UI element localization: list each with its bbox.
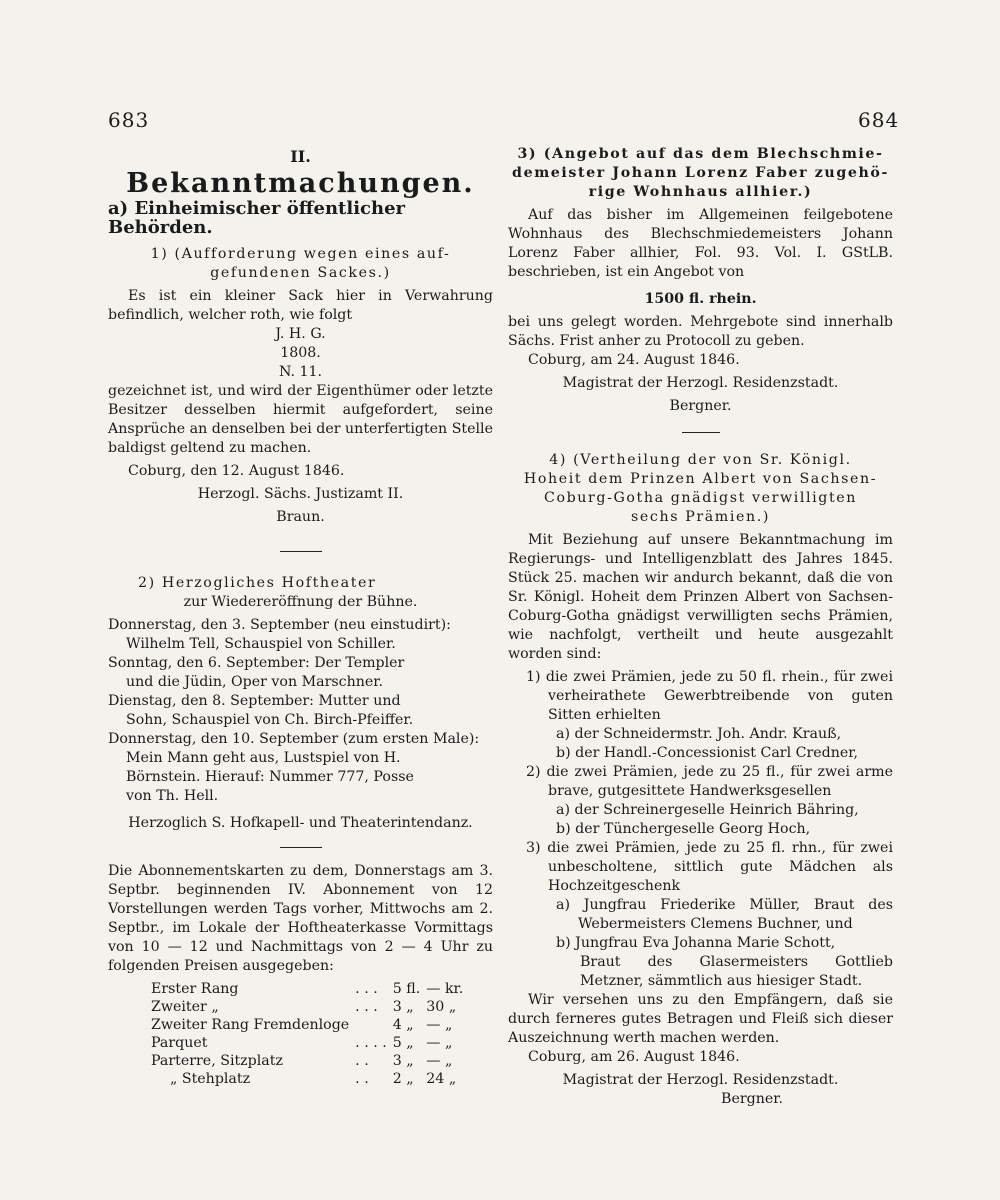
notice-4-heading-cont: Coburg-Gotha gnädigst verwilligten: [543, 490, 858, 506]
notice-4: [508, 451, 893, 1109]
leader-dots: . .: [355, 1071, 369, 1087]
price-kr: — „: [426, 1053, 453, 1069]
notice-1-date: Coburg, den 12. August 1846.: [128, 463, 345, 479]
notice-3-date: Coburg, am 24. August 1846.: [528, 352, 740, 368]
divider-rule: [280, 551, 322, 552]
notice-1-paragraph-1: Es ist ein kleiner Sack hier in Verwahrung befindlich, welcher roth, wie folgt: [108, 288, 493, 323]
sack-marking-year: 1808.: [280, 345, 321, 361]
leader-dots: . . .: [355, 999, 378, 1015]
notice-2: [108, 574, 493, 1088]
price-kr: — kr.: [426, 981, 464, 997]
price-kr: 24 „: [426, 1071, 457, 1087]
notice-2-heading: 2) Herzogliches Hoftheater: [138, 575, 377, 591]
schedule-line: Börnstein. Hierauf: Nummer 777, Posse: [126, 769, 414, 785]
offer-amount: 1500 fl. rhein.: [644, 291, 757, 307]
leader-dots: . .: [355, 1053, 369, 1069]
price-kr: 30 „: [426, 999, 457, 1015]
notice-4-paragraph-1: Mit Beziehung auf unsere Bekanntmachung im Regierungs- und Intelligenzblatt des Jahres 1845. Stück 25. machen wir andurch bekannt, daß die von Sr. Königl. Hoheit dem Prinzen Albert von Sachsen-Coburg-Gotha gnädigst verwilligten sechs Prämien, wie nachfolgt, vertheilt und heute ausgezahlt worden sind:: [508, 532, 893, 662]
seat-category: Zweiter Rang Fremdenloge: [151, 1017, 350, 1033]
notice-3-signature: Bergner.: [669, 398, 732, 414]
leader-dots: . . . .: [355, 1035, 387, 1051]
seat-category: Parquet: [151, 1035, 208, 1051]
seat-category: Zweiter „: [151, 999, 219, 1015]
left-column: [108, 145, 493, 1088]
schedule-line: Donnerstag, den 3. September (neu einstudirt):: [108, 617, 451, 633]
divider-rule: [280, 847, 322, 848]
notice-3: [508, 145, 893, 416]
price-fl: 5 fl.: [392, 981, 421, 997]
price-row: [148, 1052, 466, 1070]
price-row: [148, 1070, 466, 1088]
leader-dots: . . .: [355, 981, 378, 997]
schedule-line: Dienstag, den 8. September: Mutter und: [108, 693, 401, 709]
price-fl: 3 „: [392, 999, 414, 1015]
notice-3-authority: Magistrat der Herzogl. Residenzstadt.: [562, 375, 839, 391]
divider-rule: [682, 432, 720, 433]
price-fl: 5 „: [392, 1035, 414, 1051]
abonnement-paragraph: Die Abonnementskarten zu dem, Donnerstags am 3. Septbr. beginnenden IV. Abonnement von 12 Vorstellungen werden Tags vorher, Mittwochs am 2. Septbr., im Lokale der Hoftheaterkasse Vormittags von 10 — 12 und Nachmittags von 2 — 4 Uhr zu folgenden Preisen ausgegeben:: [108, 863, 493, 974]
notice-3-heading-cont: rige Wohnhaus allhier.): [588, 184, 813, 200]
schedule-line: Sohn, Schauspiel von Ch. Birch-Pfeiffer.: [126, 712, 414, 728]
notice-4-signature: Bergner.: [721, 1091, 783, 1107]
notice-2-authority: Herzoglich S. Hofkapell- und Theaterintendanz.: [128, 815, 473, 831]
performance-schedule: [108, 616, 493, 806]
notice-4-heading: 4) (Vertheilung der von Sr. Königl.: [549, 452, 852, 468]
prize-item-3: 3) die zwei Prämien, jede zu 25 fl. rhn., für zwei unbescholtene, sittlich gute Mädchen als Hochzeitgeschenk: [526, 840, 893, 894]
schedule-line: Sonntag, den 6. September: Der Templer: [108, 655, 405, 671]
sack-marking-number: N. 11.: [278, 364, 323, 380]
right-column: [508, 145, 893, 1109]
prize-recipient: b) der Tünchergeselle Georg Hoch,: [556, 821, 811, 837]
price-row: [148, 1016, 466, 1034]
notice-3-paragraph-1: Auf das bisher im Allgemeinen feilgebotene Wohnhaus des Blechschmiedemeisters Johann Lorenz Faber allhier, Fol. 93. Vol. I. GStLB. beschrieben, ist ein Angebot von: [508, 207, 893, 280]
seat-category: „ Stehplatz: [170, 1071, 251, 1087]
notice-1-signature: Braun.: [276, 509, 325, 525]
section-number: II.: [290, 147, 311, 166]
schedule-line: von Th. Hell.: [126, 788, 219, 804]
leader-dots: [352, 1016, 390, 1034]
notice-3-heading-cont: demeister Johann Lorenz Faber zugehö-: [512, 165, 889, 181]
notice-4-heading-cont: Hoheit dem Prinzen Albert von Sachsen-: [523, 471, 878, 487]
price-fl: 4 „: [392, 1017, 414, 1033]
notice-4-authority: Magistrat der Herzogl. Residenzstadt.: [562, 1072, 839, 1088]
notice-1-heading-cont: gefundenen Sackes.): [210, 265, 391, 281]
notice-1-authority: Herzogl. Sächs. Justizamt II.: [197, 486, 404, 502]
prize-item-2: 2) die zwei Prämien, jede zu 25 fl., für zwei arme brave, gutgesittete Handwerksgesellen: [526, 764, 893, 799]
section-title: Bekanntmachungen.: [126, 168, 475, 199]
price-table: [148, 980, 466, 1088]
schedule-line: Mein Mann geht aus, Lustspiel von H.: [126, 750, 401, 766]
schedule-line: Wilhelm Tell, Schauspiel von Schiller.: [126, 636, 396, 652]
schedule-line: Donnerstag, den 10. September (zum ersten Male):: [108, 731, 480, 747]
prize-recipient: a) der Schreinergeselle Heinrich Bähring,: [556, 802, 859, 818]
notice-1-heading: 1) (Aufforderung wegen eines auf-: [150, 246, 451, 262]
prize-recipient: b) der Handl.-Concessionist Carl Credner,: [556, 745, 858, 761]
prize-recipient: a) der Schneidermstr. Joh. Andr. Krauß,: [556, 726, 842, 742]
notice-3-heading: 3) (Angebot auf das dem Blechschmie-: [517, 146, 884, 162]
price-row: [148, 980, 466, 998]
notice-3-paragraph-2: bei uns gelegt worden. Mehrgebote sind innerhalb Sächs. Frist anher zu Protocoll zu geben.: [508, 314, 893, 349]
price-fl: 3 „: [392, 1053, 414, 1069]
notice-1-paragraph-2: gezeichnet ist, und wird der Eigenthümer oder letzte Besitzer desselben hiermit aufgefordert, seine Ansprüche an denselben bei der unterfertigten Stelle baldigst geltend zu machen.: [108, 383, 493, 456]
notice-2-subheading: zur Wiedereröffnung der Bühne.: [183, 594, 418, 610]
price-kr: — „: [426, 1035, 453, 1051]
prize-item-1: 1) die zwei Prämien, jede zu 50 fl. rhein., für zwei verheirathete Gewerbtreibende von guten Sitten erhielten: [526, 669, 893, 723]
prize-recipient: a) Jungfrau Friederike Müller, Braut des Webermeisters Clemens Buchner, und: [556, 897, 893, 932]
notice-4-heading-cont: sechs Prämien.): [631, 509, 770, 525]
seat-category: Erster Rang: [151, 981, 239, 997]
page-number-right: 684: [858, 108, 900, 132]
price-fl: 2 „: [392, 1071, 414, 1087]
prize-recipient-cont: Braut des Glasermeisters Gottlieb Metzner, sämmtlich aus hiesiger Stadt.: [580, 954, 893, 989]
prize-recipient: b) Jungfrau Eva Johanna Marie Schott,: [556, 935, 836, 951]
page-number-left: 683: [108, 108, 150, 132]
price-kr: — „: [426, 1017, 453, 1033]
seat-category: Parterre, Sitzplatz: [151, 1053, 283, 1069]
sack-marking-initials: J. H. G.: [275, 326, 326, 342]
price-row: [148, 1034, 466, 1052]
price-row: [148, 998, 466, 1016]
notice-4-paragraph-2: Wir versehen uns zu den Empfängern, daß sie durch ferneres gutes Betragen und Fleiß sich dieser Auszeichnung werth machen werden.: [508, 992, 893, 1046]
notice-1: [108, 245, 493, 527]
notice-4-date: Coburg, am 26. August 1846.: [528, 1049, 740, 1065]
schedule-line: und die Jüdin, Oper von Marschner.: [126, 674, 383, 690]
subsection-title: a) Einheimischer öffentlicher Behörden.: [108, 198, 406, 238]
